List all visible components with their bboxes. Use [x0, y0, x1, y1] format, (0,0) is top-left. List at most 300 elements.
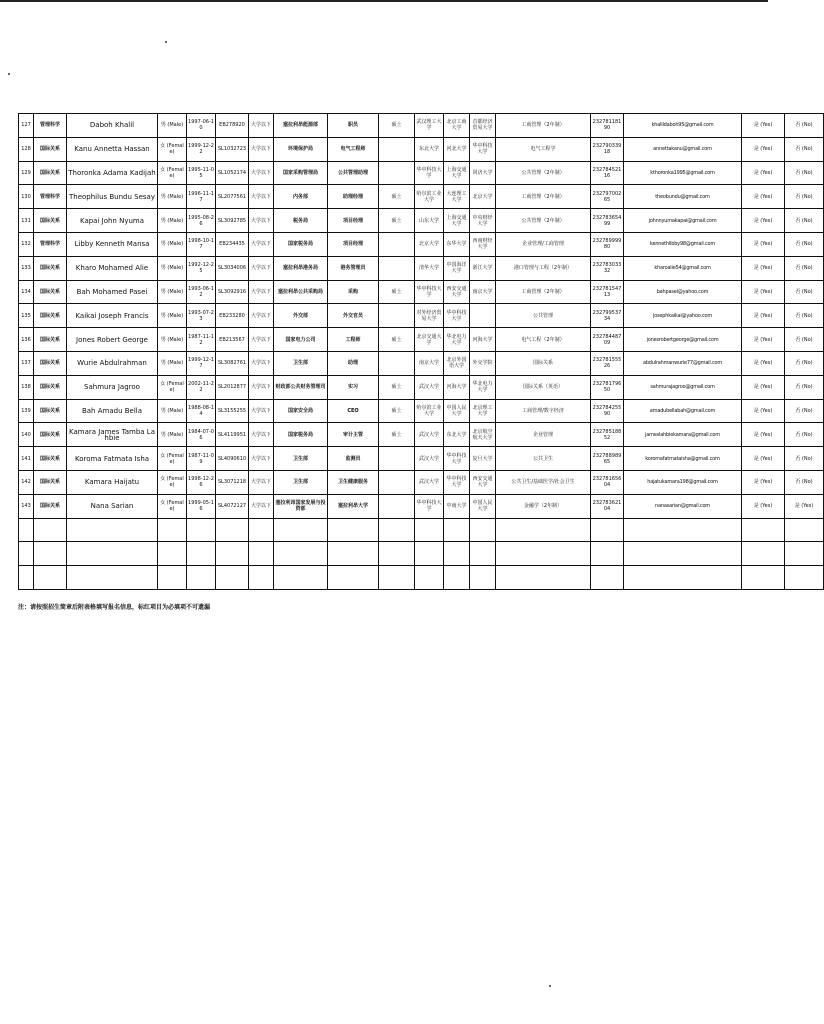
degree-cell [379, 304, 415, 328]
empty-cell [785, 542, 824, 566]
passport-number: SL4090610 [216, 447, 249, 471]
position-cell: 采购 [328, 280, 379, 304]
university-choice-1: 北京交通大学 [415, 328, 444, 352]
empty-cell [742, 518, 785, 542]
applicant-name: Theophilus Bundu Sesay [67, 185, 158, 209]
gender-cell: 女 (Female) [158, 494, 187, 518]
phone-number: 23278155526 [591, 351, 624, 375]
empty-cell [624, 518, 742, 542]
university-choice-3: 西安交通大学 [470, 470, 496, 494]
major-cell: 公共管理（2年制） [496, 209, 591, 233]
table-row [19, 399, 824, 423]
answer-1: 是 (Yes) [742, 137, 785, 161]
empty-cell [274, 542, 328, 566]
empty-row [19, 542, 824, 566]
phone-number: 23278518852 [591, 423, 624, 447]
applicant-name: Koroma Fatmata Isha [67, 447, 158, 471]
birth-date: 1984-07-06 [187, 423, 216, 447]
table-row [19, 114, 824, 138]
position-cell: 审计主管 [328, 423, 379, 447]
table-row [19, 375, 824, 399]
education-cell: 大学以下 [249, 304, 274, 328]
category-cell: 国际关系 [34, 328, 67, 352]
employer-cell: 卫生部 [274, 351, 328, 375]
row-number: 137 [19, 351, 34, 375]
position-cell: 助理 [328, 351, 379, 375]
empty-cell [158, 518, 187, 542]
gender-cell: 女 (Female) [158, 447, 187, 471]
major-cell: 工商管理（2年制） [496, 280, 591, 304]
education-cell: 大学以下 [249, 328, 274, 352]
university-choice-1: 山东大学 [415, 209, 444, 233]
education-cell: 大学以下 [249, 280, 274, 304]
email-cell: jameslahbiekamara@gmail.com [624, 423, 742, 447]
employer-cell: 国家税务局 [274, 232, 328, 256]
employer-cell: 国家电力公司 [274, 328, 328, 352]
university-choice-1: 南京大学 [415, 351, 444, 375]
empty-cell [67, 566, 158, 590]
answer-1: 是 (Yes) [742, 375, 785, 399]
gender-cell: 男 (Male) [158, 304, 187, 328]
table-row [19, 351, 824, 375]
major-cell: 电气工程学 [496, 137, 591, 161]
applicant-name: Wurie Abdulrahman [67, 351, 158, 375]
answer-1: 是 (Yes) [742, 185, 785, 209]
gender-cell: 女 (Female) [158, 470, 187, 494]
passport-number: SL3071218 [216, 470, 249, 494]
answer-2: 否 (No) [785, 304, 824, 328]
phone-number: 23278179650 [591, 375, 624, 399]
birth-date: 1995-11-05 [187, 161, 216, 185]
education-cell: 大学以下 [249, 137, 274, 161]
table-row [19, 185, 824, 209]
row-number: 130 [19, 185, 34, 209]
university-choice-3: 同济大学 [470, 161, 496, 185]
answer-2: 否 (No) [785, 351, 824, 375]
empty-cell [742, 542, 785, 566]
passport-number: SL4119951 [216, 423, 249, 447]
answer-2: 否 (No) [785, 137, 824, 161]
category-cell: 管理科学 [34, 114, 67, 138]
empty-cell [216, 566, 249, 590]
answer-1: 是 (Yes) [742, 399, 785, 423]
university-choice-1: 东北大学 [415, 137, 444, 161]
email-cell: josephkaikai@yahoo.com [624, 304, 742, 328]
employer-cell: 卫生部 [274, 470, 328, 494]
university-choice-2: 华中科技大学 [444, 447, 470, 471]
degree-cell [379, 351, 415, 375]
university-choice-3: 华北电力大学 [470, 375, 496, 399]
position-cell: 电气工程师 [328, 137, 379, 161]
education-cell: 大学以下 [249, 114, 274, 138]
degree-cell: 硕士 [379, 399, 415, 423]
answer-1: 是 (Yes) [742, 209, 785, 233]
phone-number: 23278448709 [591, 328, 624, 352]
education-cell: 大学以下 [249, 447, 274, 471]
university-choice-2: 西安交通大学 [444, 280, 470, 304]
answer-1: 是 (Yes) [742, 161, 785, 185]
answer-1: 是 (Yes) [742, 470, 785, 494]
phone-number: 23279700265 [591, 185, 624, 209]
birth-date: 1993-07-23 [187, 304, 216, 328]
answer-2: 否 (No) [785, 185, 824, 209]
passport-number: SL3082761 [216, 351, 249, 375]
gender-cell: 男 (Male) [158, 256, 187, 280]
major-cell: 工商管理（2年制） [496, 185, 591, 209]
category-cell: 国际关系 [34, 280, 67, 304]
email-cell: annettakanu@gmail.com [624, 137, 742, 161]
table-row [19, 447, 824, 471]
major-cell: 企业管理 [496, 423, 591, 447]
scan-speck [165, 41, 167, 43]
answer-2: 是 (Yes) [785, 494, 824, 518]
degree-cell [379, 256, 415, 280]
applicant-name: Bah Amadu Bella [67, 399, 158, 423]
passport-number: EB278920 [216, 114, 249, 138]
answer-2: 否 (No) [785, 375, 824, 399]
university-choice-2: 河北大学 [444, 137, 470, 161]
row-number: 142 [19, 470, 34, 494]
category-cell: 国际关系 [34, 256, 67, 280]
answer-2: 否 (No) [785, 447, 824, 471]
empty-cell [249, 518, 274, 542]
employer-cell: 外交部 [274, 304, 328, 328]
birth-date: 1987-11-12 [187, 328, 216, 352]
empty-cell [19, 566, 34, 590]
passport-number: SL3034006 [216, 256, 249, 280]
category-cell: 国际关系 [34, 351, 67, 375]
empty-cell [379, 518, 415, 542]
gender-cell: 男 (Male) [158, 280, 187, 304]
email-cell: sahmurajagroo@gmail.com [624, 375, 742, 399]
university-choice-2: 北京工商大学 [444, 114, 470, 138]
table-row [19, 470, 824, 494]
answer-2: 否 (No) [785, 280, 824, 304]
position-cell: 卫生健康服务 [328, 470, 379, 494]
empty-cell [328, 518, 379, 542]
answer-1: 是 (Yes) [742, 447, 785, 471]
table-row [19, 494, 824, 518]
empty-cell [470, 542, 496, 566]
scan-edge [0, 0, 768, 2]
phone-number: 23278425590 [591, 399, 624, 423]
applicant-name: Sahmura Jagroo [67, 375, 158, 399]
row-number: 138 [19, 375, 34, 399]
passport-number: SL1052174 [216, 161, 249, 185]
major-cell: 电气工程（2年制） [496, 328, 591, 352]
position-cell: 职员 [328, 114, 379, 138]
major-cell: 工商管理/数字经济 [496, 399, 591, 423]
table-row [19, 304, 824, 328]
empty-cell [785, 566, 824, 590]
education-cell: 大学以下 [249, 351, 274, 375]
empty-cell [591, 518, 624, 542]
empty-cell [496, 542, 591, 566]
university-choice-3: 河海大学 [470, 328, 496, 352]
employer-cell: 塞拉利昂港务局 [274, 256, 328, 280]
education-cell: 大学以下 [249, 232, 274, 256]
table-row [19, 137, 824, 161]
university-choice-2: 华中科技大学 [444, 304, 470, 328]
university-choice-3: 外交学院 [470, 351, 496, 375]
position-cell: 公共管理助理 [328, 161, 379, 185]
position-cell: 港务管理员 [328, 256, 379, 280]
empty-cell [19, 518, 34, 542]
major-cell: 金融学（2年制） [496, 494, 591, 518]
birth-date: 2002-11-22 [187, 375, 216, 399]
university-choice-3: 北京理工大学 [470, 399, 496, 423]
email-cell: jonesrobertgeorge@gmail.com [624, 328, 742, 352]
applicant-name: Kapai John Nyuma [67, 209, 158, 233]
empty-row [19, 566, 824, 590]
empty-cell [470, 518, 496, 542]
university-choice-3: 首都经济贸易大学 [470, 114, 496, 138]
university-choice-1: 武汉大学 [415, 423, 444, 447]
birth-date: 1998-12-26 [187, 470, 216, 494]
employer-cell: 内务部 [274, 185, 328, 209]
category-cell: 国际关系 [34, 137, 67, 161]
gender-cell: 女 (Female) [158, 375, 187, 399]
row-number: 131 [19, 209, 34, 233]
university-choice-3: 中央财经大学 [470, 209, 496, 233]
empty-cell [328, 566, 379, 590]
major-cell: 国际关系（英语） [496, 375, 591, 399]
passport-number: SL4072127 [216, 494, 249, 518]
gender-cell: 男 (Male) [158, 232, 187, 256]
gender-cell: 男 (Male) [158, 351, 187, 375]
applicant-table [18, 113, 824, 590]
empty-cell [216, 542, 249, 566]
university-choice-1: 武汉大学 [415, 470, 444, 494]
degree-cell [379, 494, 415, 518]
empty-row [19, 518, 824, 542]
passport-number: SL3092785 [216, 209, 249, 233]
education-cell: 大学以下 [249, 256, 274, 280]
employer-cell: 环境保护局 [274, 137, 328, 161]
position-cell: 助理经理 [328, 185, 379, 209]
empty-cell [785, 518, 824, 542]
row-number: 133 [19, 256, 34, 280]
answer-1: 是 (Yes) [742, 494, 785, 518]
passport-number: SL3155255 [216, 399, 249, 423]
scan-speck [8, 73, 10, 75]
degree-cell: 硕士 [379, 280, 415, 304]
university-choice-1: 武汉大学 [415, 375, 444, 399]
birth-date: 1999-12-22 [187, 137, 216, 161]
answer-2: 否 (No) [785, 470, 824, 494]
university-choice-3: 南京大学 [470, 280, 496, 304]
empty-cell [415, 566, 444, 590]
degree-cell [379, 232, 415, 256]
row-number: 141 [19, 447, 34, 471]
university-choice-2: 河海大学 [444, 375, 470, 399]
applicant-name: Nana Sarian [67, 494, 158, 518]
empty-cell [742, 566, 785, 590]
university-choice-2: 上海交通大学 [444, 161, 470, 185]
empty-cell [187, 566, 216, 590]
applicant-name: Kaikai Joseph Francis [67, 304, 158, 328]
university-choice-3: 北京航空航天大学 [470, 423, 496, 447]
email-cell: khalildaboh95@gmail.com [624, 114, 742, 138]
applicant-name: Kharo Mohamed Alie [67, 256, 158, 280]
empty-cell [444, 518, 470, 542]
table-row [19, 256, 824, 280]
position-cell: 实习 [328, 375, 379, 399]
university-choice-3: 北京大学 [470, 185, 496, 209]
degree-cell [379, 447, 415, 471]
table-row [19, 280, 824, 304]
category-cell: 国际关系 [34, 470, 67, 494]
passport-number: SL1032723 [216, 137, 249, 161]
employer-cell: 塞拉利昂公共采购局 [274, 280, 328, 304]
empty-cell [67, 518, 158, 542]
answer-2: 否 (No) [785, 114, 824, 138]
email-cell: hajatukamara198@gmail.com [624, 470, 742, 494]
birth-date: 1999-05-16 [187, 494, 216, 518]
university-choice-2: 华北电力大学 [444, 328, 470, 352]
empty-cell [444, 542, 470, 566]
category-cell: 国际关系 [34, 209, 67, 233]
empty-cell [496, 566, 591, 590]
university-choice-1: 北京大学 [415, 232, 444, 256]
answer-2: 否 (No) [785, 161, 824, 185]
empty-cell [34, 566, 67, 590]
table-row [19, 423, 824, 447]
passport-number: EB233280 [216, 304, 249, 328]
phone-number: 23279033918 [591, 137, 624, 161]
answer-1: 是 (Yes) [742, 423, 785, 447]
gender-cell: 男 (Male) [158, 185, 187, 209]
major-cell: 国际关系 [496, 351, 591, 375]
major-cell: 公共管理（2年制） [496, 161, 591, 185]
email-cell: koromafatmataisha@gmail.com [624, 447, 742, 471]
row-number: 140 [19, 423, 34, 447]
answer-1: 是 (Yes) [742, 328, 785, 352]
category-cell: 国际关系 [34, 375, 67, 399]
degree-cell [379, 161, 415, 185]
birth-date: 1995-08-26 [187, 209, 216, 233]
phone-number: 23278365499 [591, 209, 624, 233]
category-cell: 国际关系 [34, 494, 67, 518]
applicant-name: Daboh Khalil [67, 114, 158, 138]
answer-2: 否 (No) [785, 399, 824, 423]
major-cell: 公共卫生 [496, 447, 591, 471]
empty-cell [624, 542, 742, 566]
empty-cell [187, 518, 216, 542]
email-cell: nanasarian@gmail.com [624, 494, 742, 518]
category-cell: 国际关系 [34, 447, 67, 471]
phone-number: 23278898965 [591, 447, 624, 471]
major-cell: 工商管理（2年制） [496, 114, 591, 138]
answer-2: 否 (No) [785, 423, 824, 447]
applicant-name: Jones Robert George [67, 328, 158, 352]
gender-cell: 女 (Female) [158, 161, 187, 185]
row-number: 127 [19, 114, 34, 138]
university-choice-2: 华中科技大学 [444, 470, 470, 494]
email-cell: amadubellabah@gmail.com [624, 399, 742, 423]
education-cell: 大学以下 [249, 209, 274, 233]
position-cell: 项目经理 [328, 209, 379, 233]
position-cell: 监测员 [328, 447, 379, 471]
email-cell: kennethlibby98@gmail.com [624, 232, 742, 256]
phone-number: 23279953734 [591, 304, 624, 328]
university-choice-2: 大连理工大学 [444, 185, 470, 209]
table-row [19, 328, 824, 352]
row-number: 139 [19, 399, 34, 423]
education-cell: 大学以下 [249, 399, 274, 423]
empty-cell [470, 566, 496, 590]
birth-date: 1988-08-14 [187, 399, 216, 423]
degree-cell: 硕士 [379, 375, 415, 399]
gender-cell: 女 (Female) [158, 137, 187, 161]
answer-1: 是 (Yes) [742, 114, 785, 138]
phone-number: 23278154713 [591, 280, 624, 304]
category-cell: 管理科学 [34, 185, 67, 209]
email-cell: abdulrahmanwurie77@gmail.com [624, 351, 742, 375]
phone-number: 23278303332 [591, 256, 624, 280]
table-row [19, 161, 824, 185]
empty-cell [624, 566, 742, 590]
passport-number: EB213567 [216, 328, 249, 352]
university-choice-2: 中国人民大学 [444, 399, 470, 423]
university-choice-1: 华中科技大学 [415, 161, 444, 185]
birth-date: 1997-06-10 [187, 114, 216, 138]
position-cell: CEO [328, 399, 379, 423]
row-number: 128 [19, 137, 34, 161]
passport-number: SL3092916 [216, 280, 249, 304]
footnote: 注：请按照招生简章后附表格填写报名信息，标红项目为必填项不可遗漏 [18, 604, 211, 611]
university-choice-3 [470, 304, 496, 328]
employer-cell: 国家安全局 [274, 399, 328, 423]
university-choice-1: 武汉大学 [415, 447, 444, 471]
empty-cell [591, 566, 624, 590]
empty-cell [187, 542, 216, 566]
row-number: 136 [19, 328, 34, 352]
empty-cell [274, 566, 328, 590]
email-cell: theobundu@gmail.com [624, 185, 742, 209]
answer-2: 否 (No) [785, 209, 824, 233]
answer-2: 否 (No) [785, 232, 824, 256]
passport-number: EB234435 [216, 232, 249, 256]
degree-cell: 硕士 [379, 423, 415, 447]
university-choice-3: 浙江大学 [470, 256, 496, 280]
category-cell: 国际关系 [34, 161, 67, 185]
university-choice-2: 中国海洋大学 [444, 256, 470, 280]
university-choice-3: 西南财经大学 [470, 232, 496, 256]
applicant-name: Kamara James Tamba Lahbie [67, 423, 158, 447]
answer-1: 是 (Yes) [742, 304, 785, 328]
phone-number: 23278452116 [591, 161, 624, 185]
phone-number: 23278362104 [591, 494, 624, 518]
university-choice-2: 上海交通大学 [444, 209, 470, 233]
category-cell: 国际关系 [34, 423, 67, 447]
empty-cell [379, 566, 415, 590]
table-row [19, 209, 824, 233]
phone-number: 23278118190 [591, 114, 624, 138]
gender-cell: 男 (Male) [158, 399, 187, 423]
empty-cell [19, 542, 34, 566]
gender-cell: 男 (Male) [158, 209, 187, 233]
position-cell: 工程师 [328, 328, 379, 352]
empty-cell [379, 542, 415, 566]
empty-cell [158, 542, 187, 566]
empty-cell [415, 518, 444, 542]
applicant-name: Thoronka Adama Kadijah [67, 161, 158, 185]
applicant-name: Libby Kenneth Mansa [67, 232, 158, 256]
birth-date: 1987-11-09 [187, 447, 216, 471]
empty-cell [216, 518, 249, 542]
position-cell: 外交官员 [328, 304, 379, 328]
